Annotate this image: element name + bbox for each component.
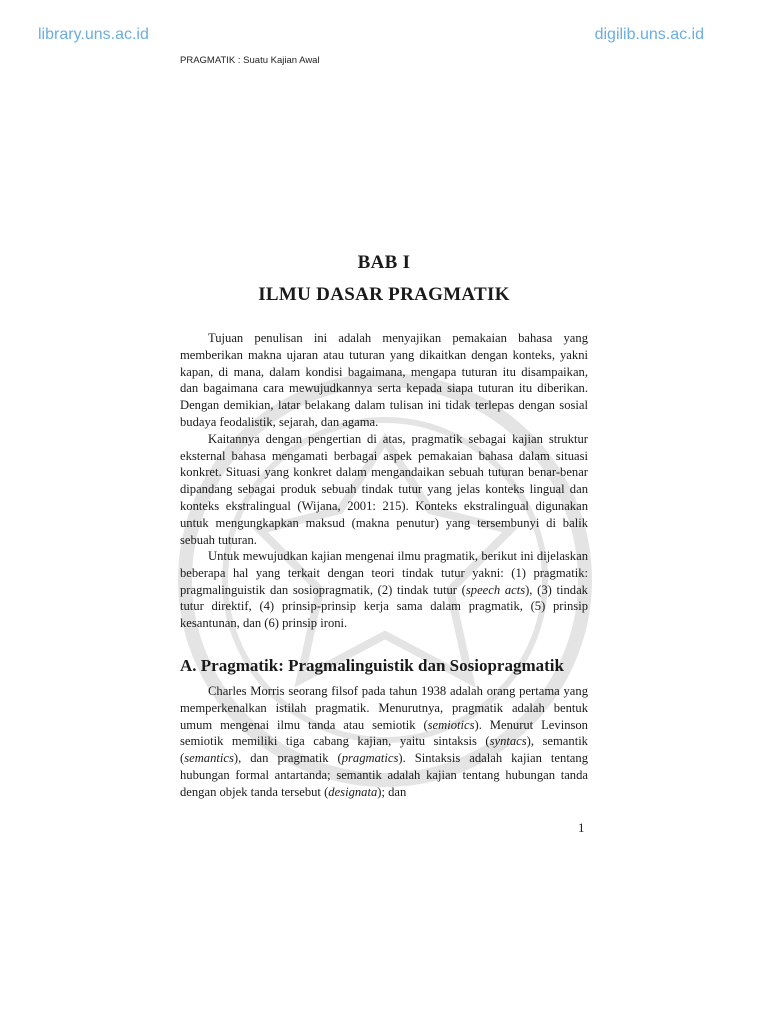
watermark-link-digilib[interactable]: digilib.uns.ac.id bbox=[594, 26, 704, 43]
chapter-number: BAB I bbox=[357, 252, 411, 273]
paragraph-2: Kaitannya dengan pengertian di atas, pragmatik sebagai kajian struktur eksternal bahasa mengamati berbagai aspek pemakaian bahasa dalam situasi konkret. Situasi yang konkret dalam mengandaikan sebuah tuturan benar-benar dipandang sebagai produk sebuah tindak tutur yang jelas konteks lingual dan konteks ekstralingual (Wijana, 2001: 215). Konteks ekstralingual digunakan untuk mengungkapkan maksud (makna penutur) yang tersembunyi di balik sebuah tuturan. bbox=[180, 431, 588, 547]
chapter-title: ILMU DASAR PRAGMATIK bbox=[258, 284, 510, 305]
running-head: PRAGMATIK : Suatu Kajian Awal bbox=[180, 55, 320, 66]
term-designata: designata bbox=[328, 784, 378, 799]
section-a-paragraph-block bbox=[180, 683, 588, 801]
term-semiotics: semiotics bbox=[427, 717, 475, 732]
term-syntacs: syntacs bbox=[489, 734, 527, 749]
section-heading-a: A. Pragmatik: Pragmalinguistik dan Sosiopragmatik bbox=[180, 656, 564, 675]
term-pragmatics: pragmatics bbox=[341, 751, 399, 766]
term-semantics: semantics bbox=[184, 751, 234, 766]
paragraph-4: Charles Morris seorang filsof pada tahun 1938 adalah orang pertama yang memperkenalkan istilah pragmatik. Menurutnya, pragmatik adalah bentuk umum mengenai ilmu tanda atau semiotik (semiotics). Menurut Levinson semiotik memiliki tiga cabang kajian, yaitu sintaksis (syntacs), semantik (semantics), dan pragmatik (pragmatics). Sintaksis adalah kajian tentang hubungan formal antartanda; semantik adalah kajian tentang hubungan tanda dengan objek tanda tersebut (designata); dan bbox=[180, 684, 588, 799]
term-speech-acts: speech acts bbox=[465, 582, 526, 597]
intro-paragraphs bbox=[180, 330, 588, 548]
page-number: 1 bbox=[578, 820, 585, 835]
paragraph-1: Tujuan penulisan ini adalah menyajikan pemakaian bahasa yang memberikan makna ujaran atau tuturan yang dikaitkan dengan konteks, yakni kapan, di mana, dalam kondisi bagaimana, mengapa tuturan itu disampaikan, dan bagaimana cara mewujudkannya serta kepada siapa tuturan itu diberikan. Dengan demikian, latar belakang dalam tulisan ini tidak terlepas dengan sosial budaya feodalistik, sejarah, dan agama. bbox=[180, 331, 588, 429]
watermark-link-library[interactable]: library.uns.ac.id bbox=[38, 26, 149, 43]
paragraph-3: Untuk mewujudkan kajian mengenai ilmu pragmatik, berikut ini dijelaskan beberapa hal yang terkait dengan teori tindak tutur yakni: (1) pragmatik: pragmalinguistik dan sosiopragmatik, (2) tindak tutur (speech acts), (3) tindak tutur direktif, (4) prinsip-prinsip kerja sama dalam pragmatik, (5) prinsip kesantunan, dan (6) prinsip ironi. bbox=[180, 549, 588, 631]
outline-paragraph-block bbox=[180, 548, 588, 632]
